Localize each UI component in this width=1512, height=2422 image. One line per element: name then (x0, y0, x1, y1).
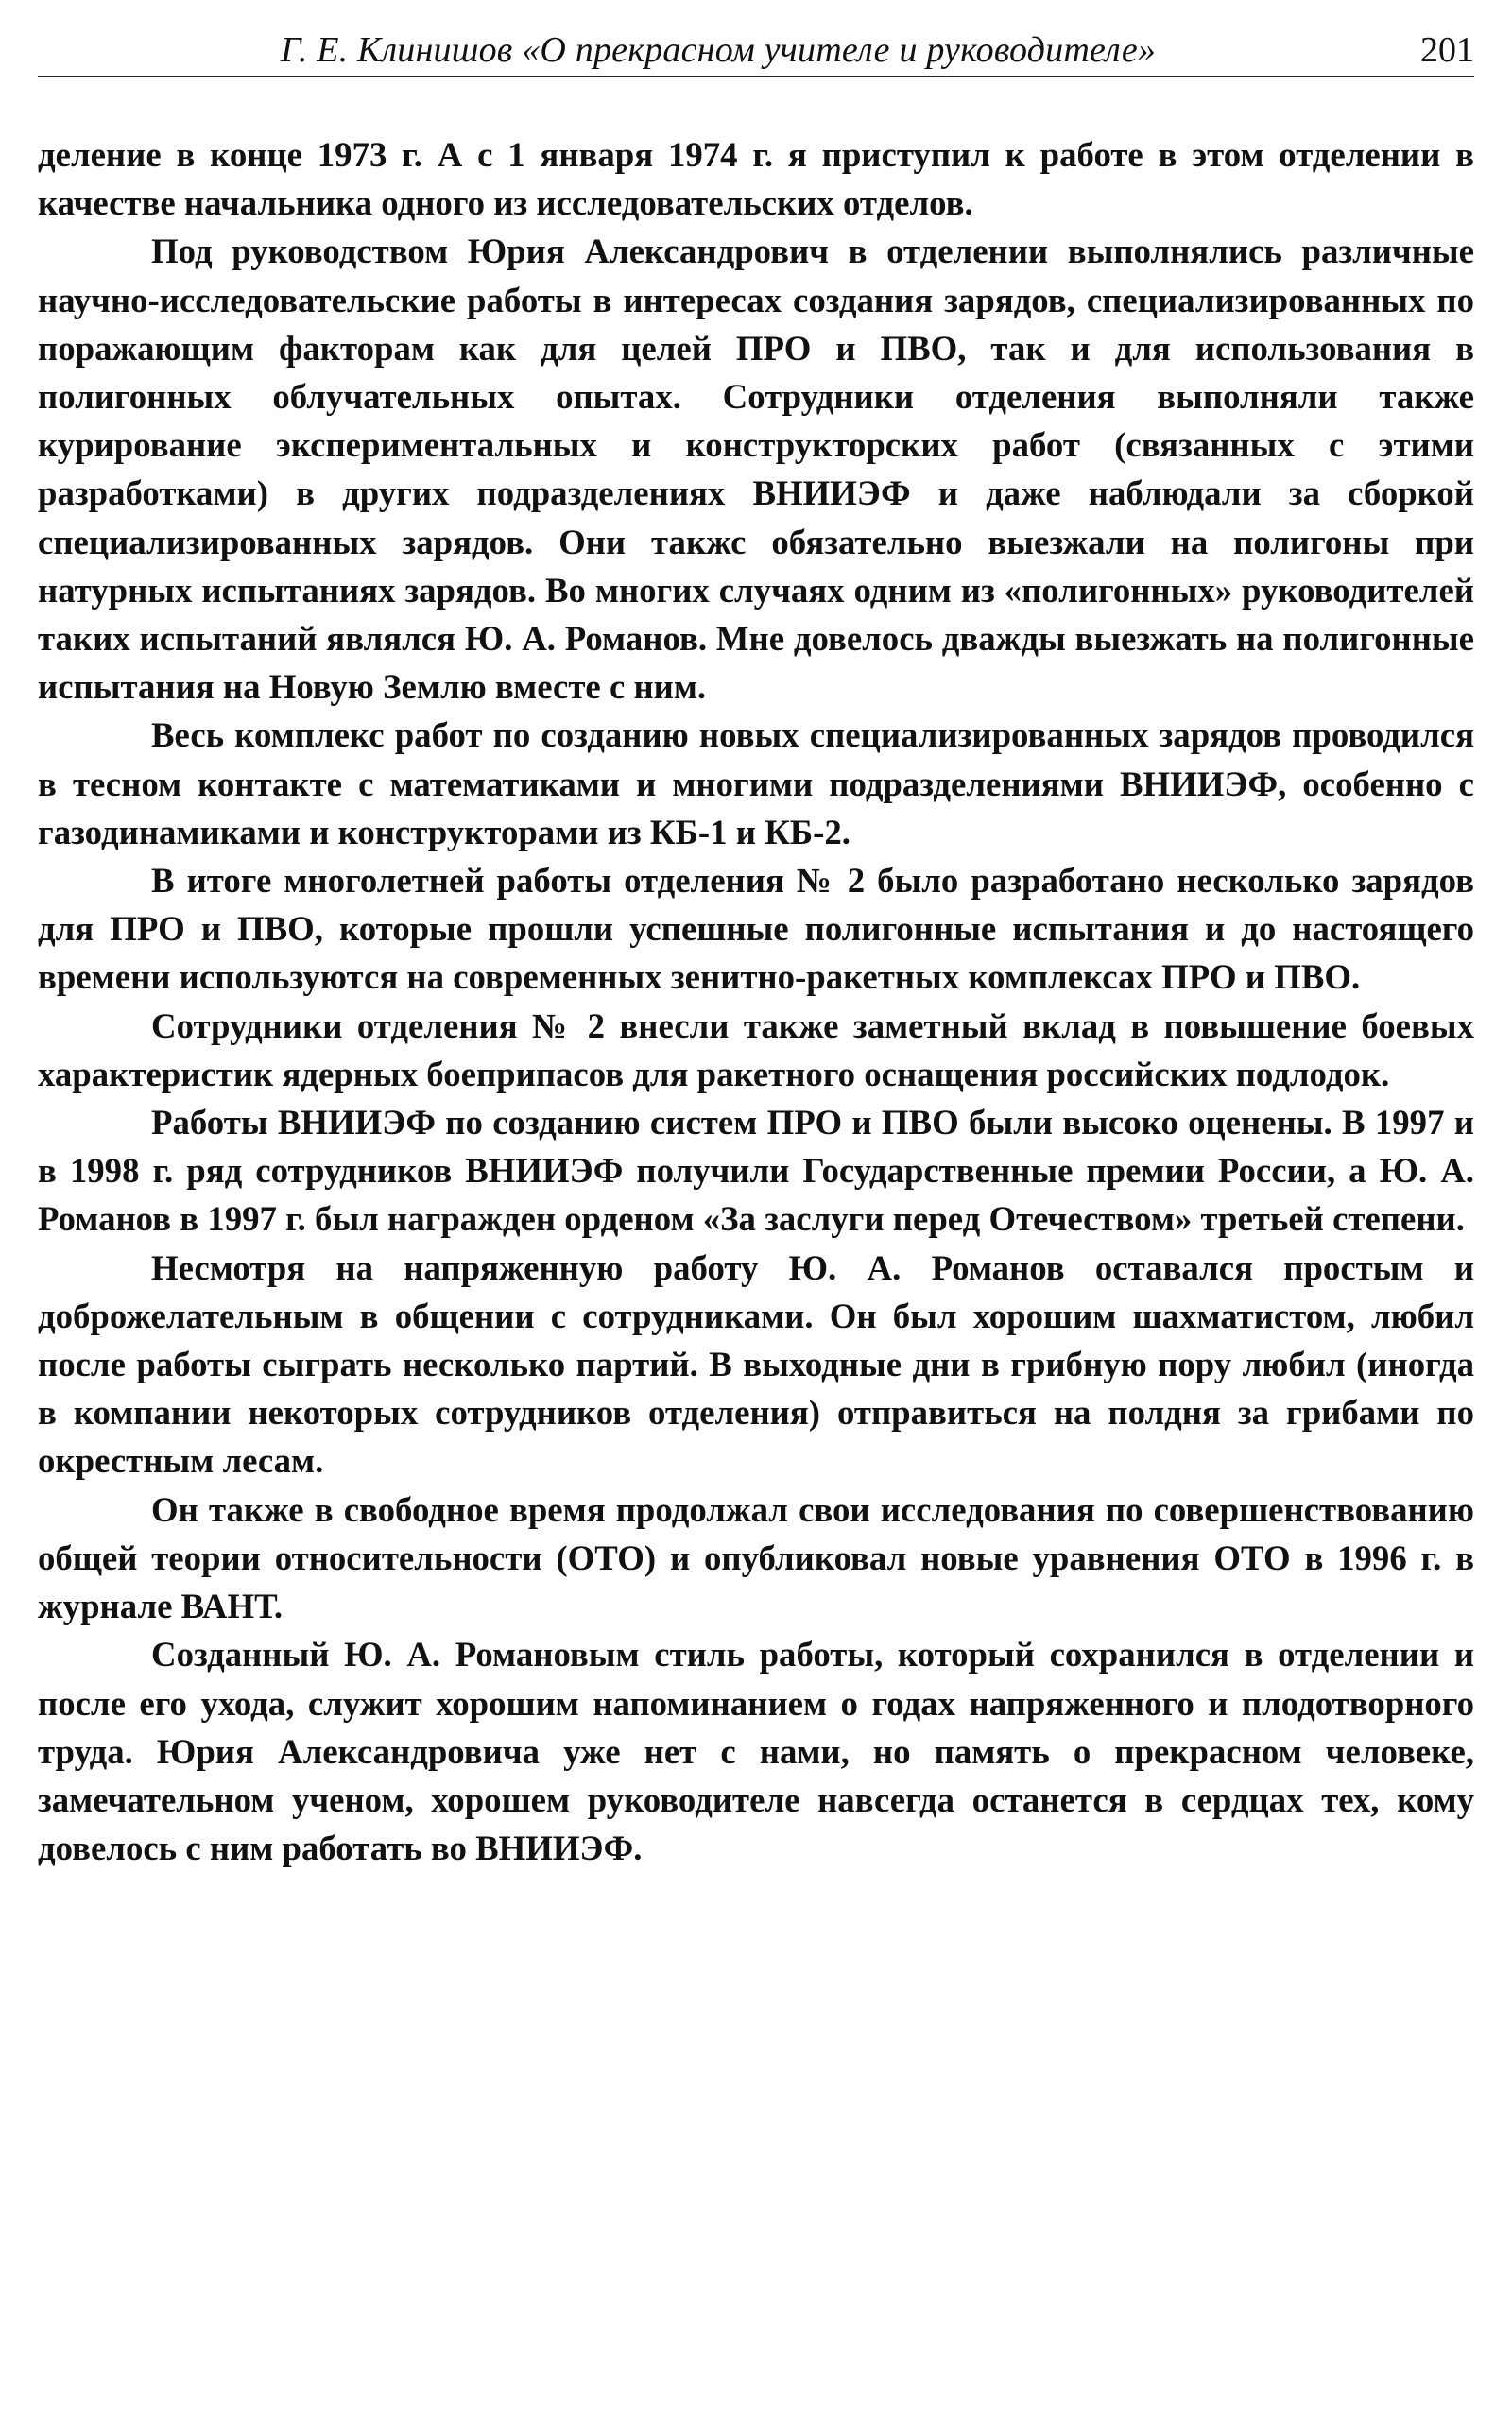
paragraph: Под руководством Юрия Александрович в отделении выполнялись различные научно-исследовательские работы в интересах создания зарядов, специализированных по поражающим факторам как для целей ПРО и ПВО, так и для использования в полигонных облучательных опытах. Сотрудники отделения выполняли также курирование экспериментальных и конструкторских работ (связанных с этими разработками) в других подразделениях ВНИИЭФ и даже наблюдали за сборкой специализированных зарядов. Они такжс обязательно выезжали на полигоны при натурных испытаниях зарядов. Во многих случаях одним из «полигонных» руководителей таких испытаний являлся Ю. А. Романов. Мне довелось дважды выезжать на полигонные испытания на Новую Землю вместе с ним. (38, 232, 1474, 707)
paragraph: Несмотря на напряженную работу Ю. А. Романов оставался простым и доброжелательным в общении с сотрудниками. Он был хорошим шахматистом, любил после работы сыграть несколько партий. В выходные дни в грибную пору любил (иногда в компании некоторых сотрудников отделения) отправиться на полдня за грибами по окрестным лесам. (38, 1247, 1474, 1481)
running-header (38, 21, 1474, 79)
page-number: 201 (1420, 30, 1474, 70)
paragraph: Он также в свободное время продолжал свои исследования по совершенствованию общей теории относительности (ОТО) и опубликовал новые уравнения ОТО в 1996 г. в журнале ВАНТ. (38, 1489, 1474, 1626)
paragraph: Созданный Ю. А. Романовым стиль работы, который сохранился в отделении и после его ухода, служит хорошим напоминанием о годах напряженного и плодотворного труда. Юрия Александровича уже нет с нами, но память о прекрасном человеке, замечательном ученом, хорошем руководителе навсегда останется в сердцах тех, кому довелось с ним работать во ВНИИЭФ. (38, 1635, 1474, 1868)
header-rule (38, 76, 1474, 77)
paragraph-continuation: деление в конце 1973 г. А с 1 января 1974 г. я приступил к работе в этом отделении в качестве начальника одного из исследовательских отделов. (38, 135, 1474, 223)
paragraph: В итоге многолетней работы отделения № 2 было разработано несколько зарядов для ПРО и ПВО, которые прошли успешные полигонные испытания и до настоящего времени используются на современных зенитно-ракетных комплексах ПРО и ПВО. (38, 861, 1474, 997)
paragraph: Сотрудники отделения № 2 внесли также заметный вклад в повышение боевых характеристик ядерных боеприпасов для ракетного оснащения российских подлодок. (38, 1005, 1474, 1093)
body-text (38, 130, 1474, 1872)
paragraph: Весь комплекс работ по созданию новых специализированных зарядов проводился в тесном контакте с математиками и многими подразделениями ВНИИЭФ, особенно с газодинамиками и конструкторами из КБ-1 и КБ-2. (38, 715, 1474, 851)
running-title: Г. Е. Клинишов «О прекрасном учителе и руководителе» (280, 30, 1157, 70)
paragraph: Работы ВНИИЭФ по созданию систем ПРО и ПВО были высоко оценены. В 1997 и в 1998 г. ряд сотрудников ВНИИЭФ получили Государственные премии России, а Ю. А. Романов в 1997 г. был награжден орденом «За заслуги перед Отечеством» третьей степени. (38, 1103, 1474, 1239)
